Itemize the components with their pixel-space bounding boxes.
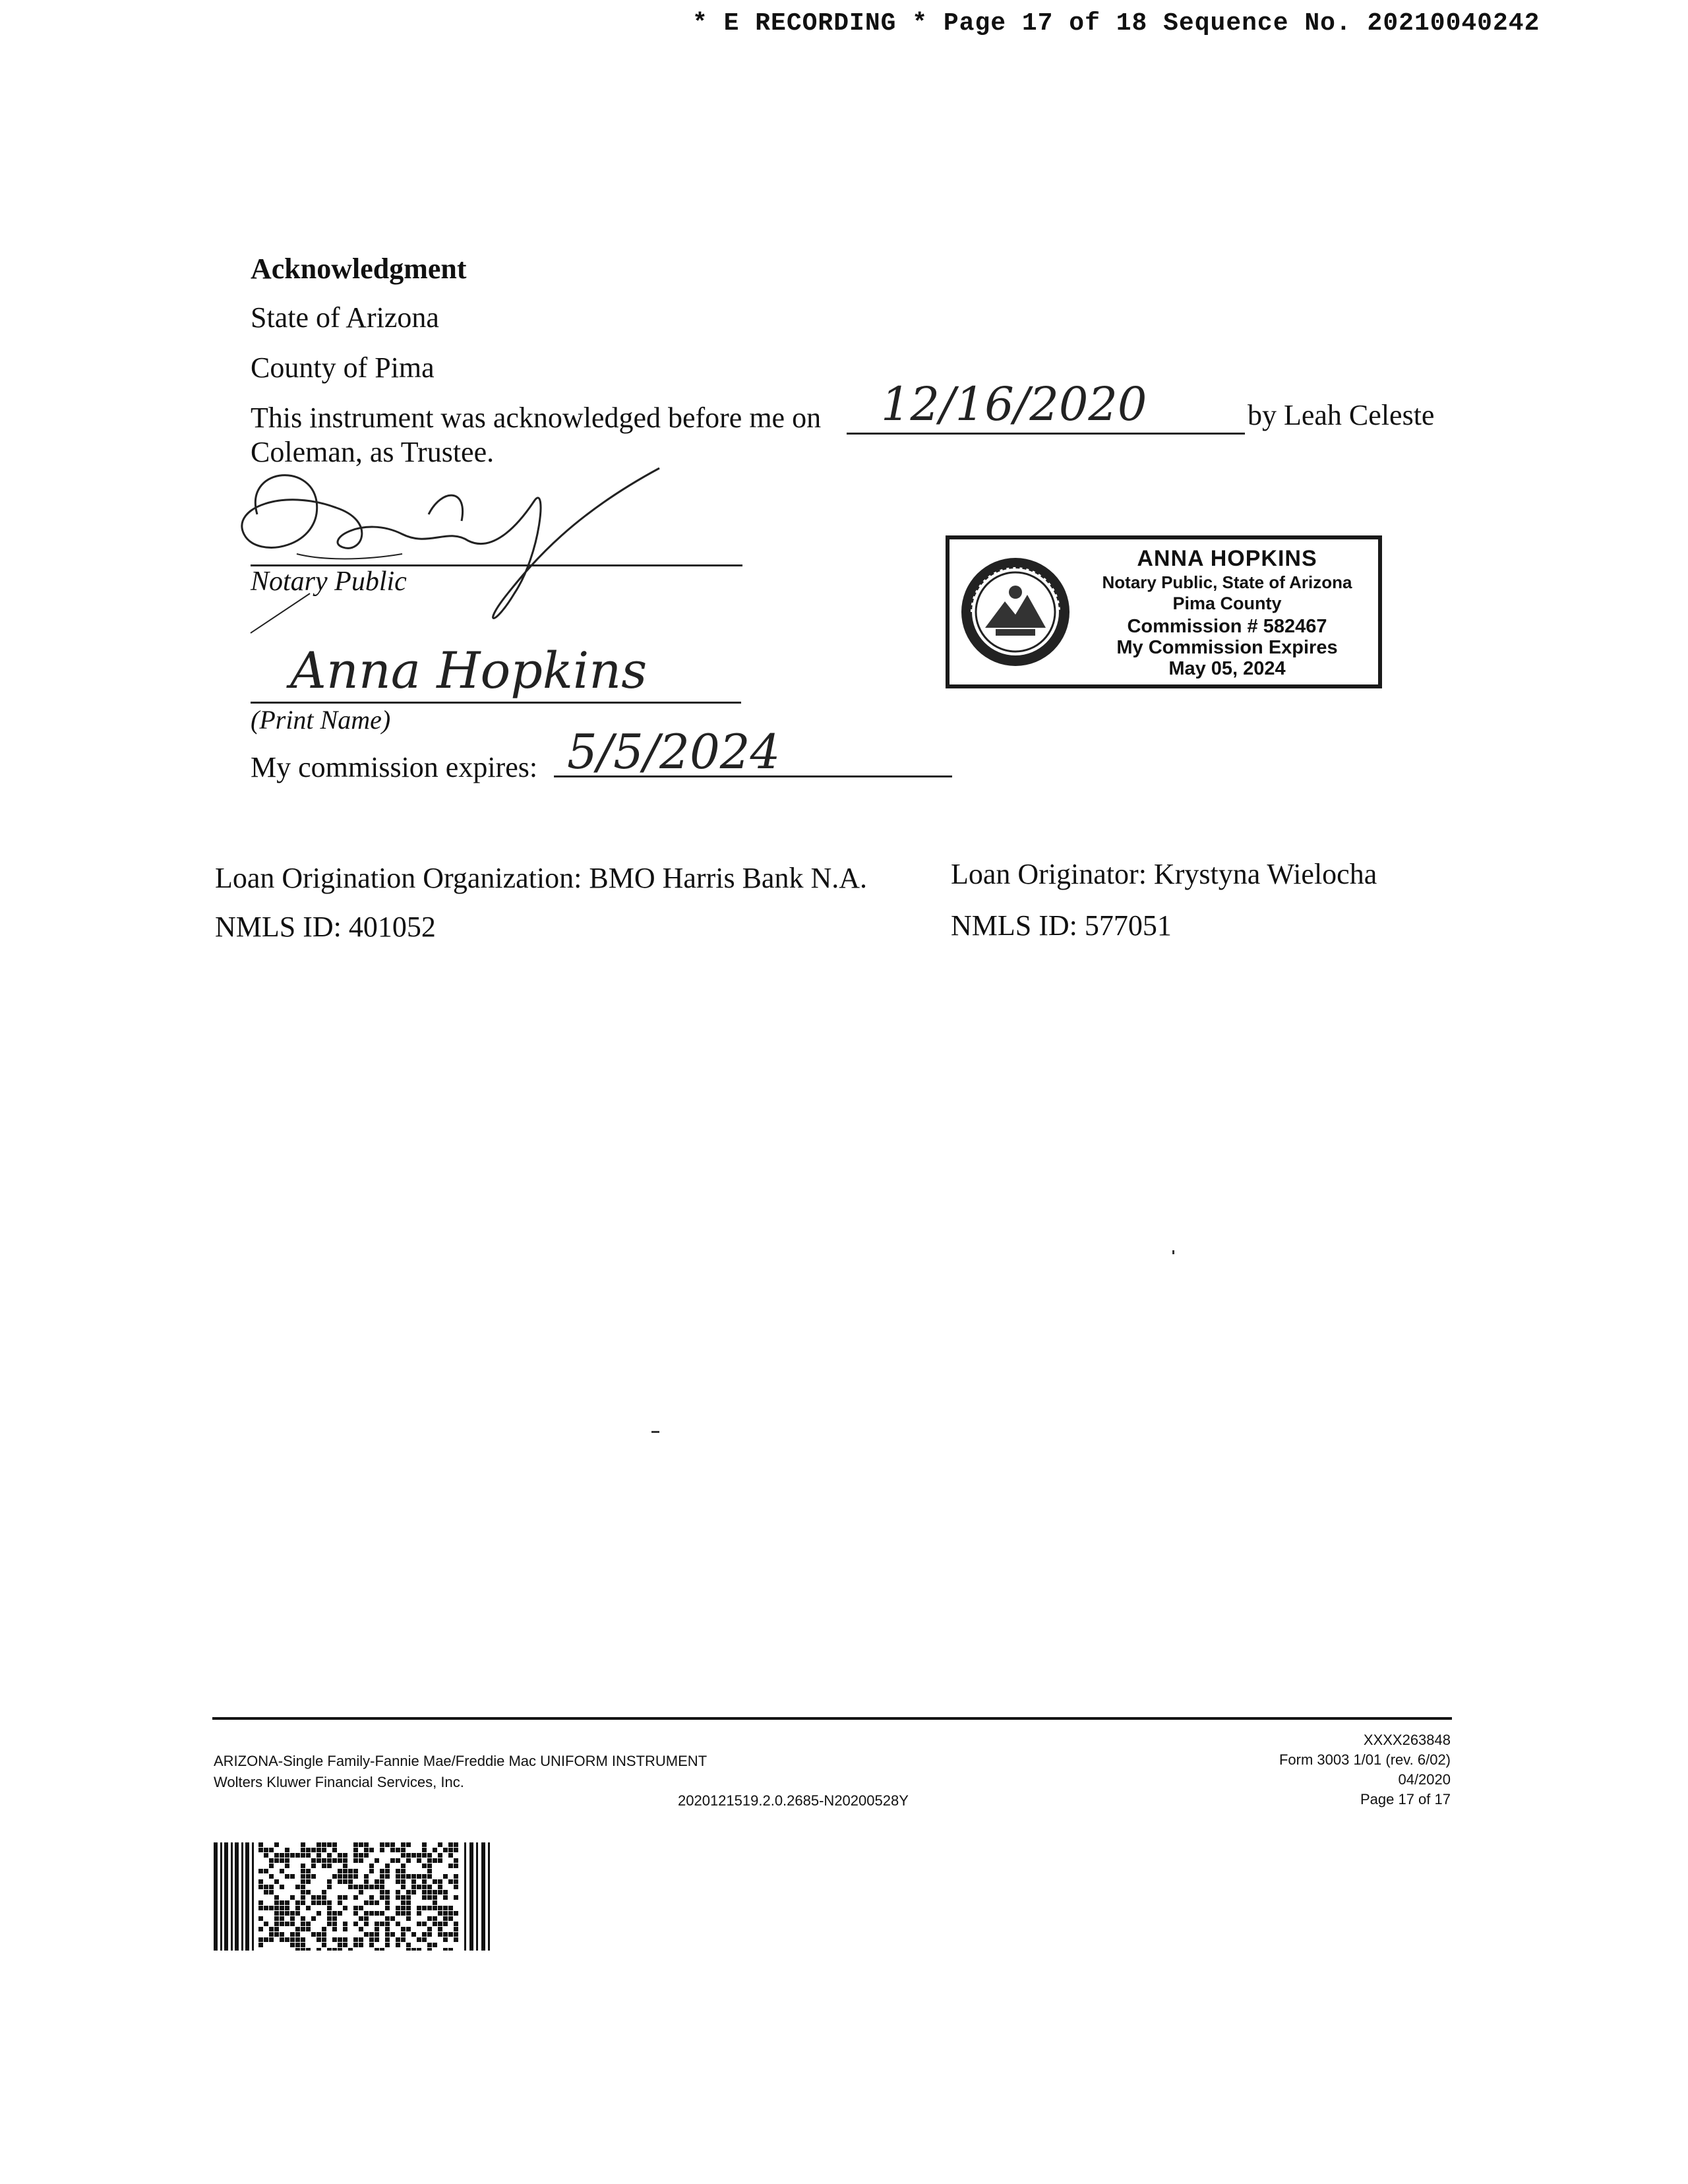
stamp-title: Notary Public, State of Arizona (1102, 572, 1352, 592)
footer-document-code: 2020121519.2.0.2685-N20200528Y (678, 1792, 909, 1809)
footer-publisher: Wolters Kluwer Financial Services, Inc. (214, 1774, 464, 1790)
loan-originator: Loan Originator: Krystyna Wielocha (951, 858, 1377, 890)
print-name-line (251, 702, 741, 704)
footer-loan-number: XXXX263848 (1363, 1732, 1451, 1748)
originator-nmls-id: NMLS ID: 577051 (951, 909, 1172, 942)
loan-origination-organization: Loan Origination Organization: BMO Harris Bank N.A. (215, 862, 868, 894)
footer-instrument-title: ARIZONA-Single Family-Fannie Mae/Freddie Mac UNIFORM INSTRUMENT (214, 1753, 708, 1769)
state-seal-icon (959, 555, 1072, 669)
recording-header: * E RECORDING * Page 17 of 18 Sequence No. 20210040242 (692, 9, 1540, 38)
stamp-expires-label: My Commission Expires (1116, 637, 1338, 658)
date-underline (847, 433, 1245, 435)
county-line: County of Pima (251, 351, 435, 384)
stamp-name: ANNA HOPKINS (1137, 546, 1317, 571)
state-line: State of Arizona (251, 301, 439, 334)
organization-nmls-id: NMLS ID: 401052 (215, 911, 436, 943)
stray-mark (651, 1431, 659, 1433)
barcode (214, 1842, 491, 1951)
notary-stamp (946, 535, 1382, 688)
print-name-label: (Print Name) (251, 705, 391, 735)
footer-form-date: 04/2020 (1398, 1771, 1451, 1788)
stamp-commission-number: Commission # 582467 (1127, 616, 1327, 637)
stamp-expires-date: May 05, 2024 (1168, 658, 1286, 679)
instrument-text: This instrument was acknowledged before me on (251, 402, 822, 434)
by-name-text: by Leah Celeste (1248, 399, 1435, 431)
handwritten-commission-date: 5/5/2024 (567, 724, 781, 779)
notary-public-label: Notary Public (251, 566, 407, 597)
handwritten-print-name: Anna Hopkins (290, 641, 648, 700)
stray-mark (1172, 1250, 1174, 1254)
handwritten-date: 12/16/2020 (881, 377, 1147, 431)
footer-form-number: Form 3003 1/01 (rev. 6/02) (1279, 1751, 1451, 1768)
footer-rule (212, 1717, 1452, 1720)
footer-page-number: Page 17 of 17 (1360, 1791, 1451, 1807)
acknowledgment-title: Acknowledgment (251, 253, 467, 285)
stamp-county: Pima County (1172, 593, 1282, 613)
notary-signature (231, 462, 706, 659)
commission-expires-label: My commission expires: (251, 751, 538, 783)
trustee-text: Coleman, as Trustee. (251, 436, 495, 468)
